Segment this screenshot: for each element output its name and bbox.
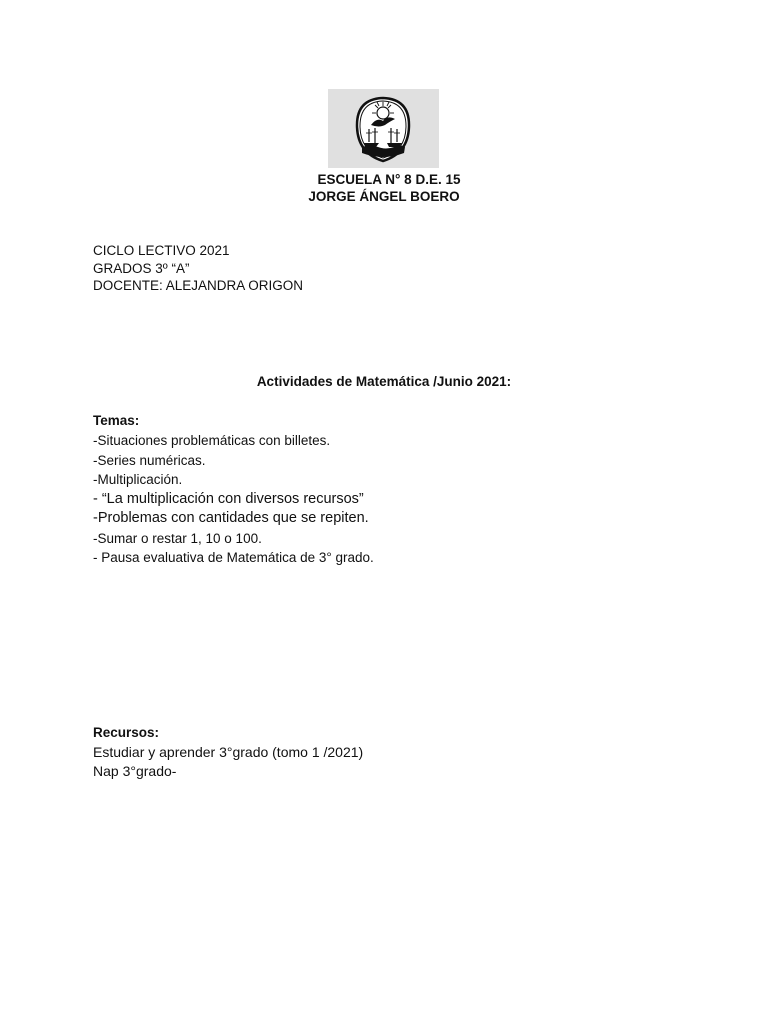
course-info [93,242,303,295]
resource-item: Nap 3°grado- [93,763,177,779]
resources-list [93,743,363,781]
school-name: ESCUELA N° 8 D.E. 15 [317,172,461,187]
topic-item: -Problemas con cantidades que se repiten. [93,510,369,526]
resources-label: Recursos: [93,725,160,740]
topic-item: - “La multiplicación con diversos recursos” [93,490,364,507]
resource-item: Estudiar y aprender 3°grado (tomo 1 /2021) [93,744,364,760]
topic-item: -Situaciones problemáticas con billetes. [93,433,331,448]
grade-line: GRADOS 3º “A” [93,260,190,276]
topics-list [93,431,374,568]
school-year-line: CICLO LECTIVO 2021 [93,243,230,258]
topics-label: Temas: [93,413,140,428]
school-patron-name: JORGE ÁNGEL BOERO [308,189,460,204]
topic-item: -Multiplicación. [93,472,183,487]
school-logo [328,89,439,168]
topic-item: -Sumar o restar 1, 10 o 100. [93,530,262,546]
city-emblem-icon [353,95,413,163]
topic-item: - Pausa evaluativa de Matemática de 3° grado. [93,550,374,565]
teacher-line: DOCENTE: ALEJANDRA ORIGON [93,278,304,293]
topic-item: -Series numéricas. [93,452,206,468]
activity-title: Actividades de Matemática /Junio 2021: [256,374,512,389]
